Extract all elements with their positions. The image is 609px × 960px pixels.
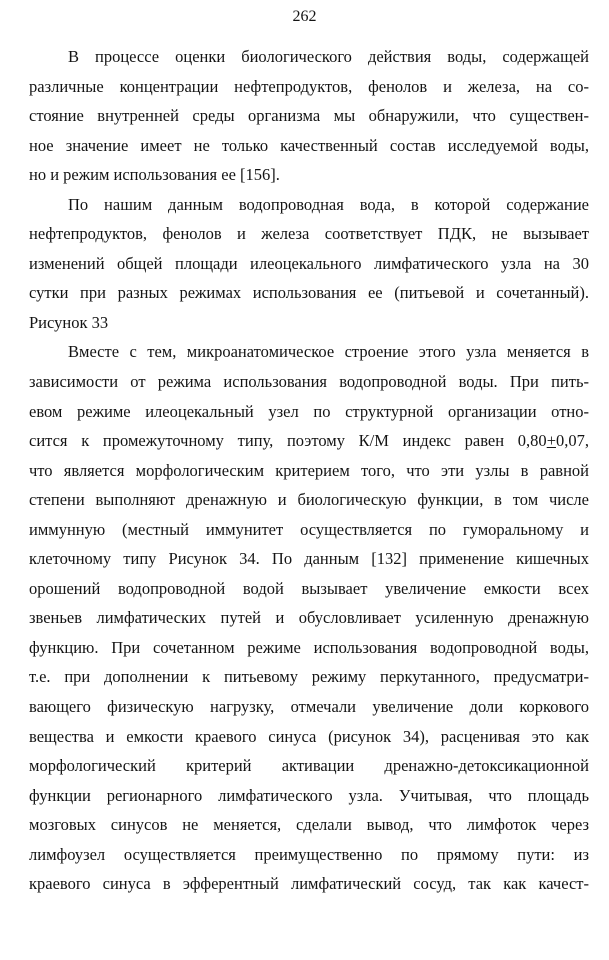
text-line: вающего физическую нагрузку, отмечали увеличение доли коркового (29, 697, 589, 717)
text-line: но и режим использования ее [156]. (29, 165, 280, 185)
text-line: иммунную (местный иммунитет осуществляется по гуморальному и (29, 519, 589, 539)
text-line: Рисунок 33 (29, 312, 109, 332)
text-line: краевого синуса в эфферентный лимфатический сосуд, так как качест- (29, 874, 589, 894)
text-line: стояние внутренней среды организма мы обнаружили, что существен- (29, 106, 589, 126)
text-line: различные концентрации нефтепродуктов, фенолов и железа, на со- (29, 76, 589, 96)
text-line: функцию. При сочетанном режиме использования водопроводной воды, (29, 637, 589, 657)
plus-minus-sign: + (546, 431, 556, 451)
text-line: клеточному типу Рисунок 34. По данным [132] применение кишечных (29, 549, 589, 569)
text-segment: 0,07, (556, 431, 589, 451)
text-line: изменений общей площади илеоцекального лимфатического узла на 30 (29, 253, 589, 273)
text-line: евом режиме илеоцекальный узел по структурной организации отно- (29, 401, 589, 421)
text-line: зависимости от режима использования водопроводной воды. При пить- (29, 372, 589, 392)
text-line (29, 426, 589, 456)
text-line: нефтепродуктов, фенолов и железа соответствует ПДК, не вызывает (29, 224, 589, 244)
text-line: вещества и емкости краевого синуса (рисунок 34), расценивая это как (29, 726, 589, 746)
text-line: сутки при разных режимах использования ее (питьевой и сочетанный). (29, 283, 589, 303)
text-line: т.е. при дополнении к питьевому режиму перкутанного, предусматри- (29, 667, 589, 687)
text-line: По нашим данным водопроводная вода, в которой содержание (68, 194, 589, 214)
text-line: орошений водопроводной водой вызывает увеличение емкости всех (29, 578, 589, 598)
text-segment: сится к промежуточному типу, поэтому К/М индекс равен 0,80 (29, 431, 547, 451)
text-line: мозговых синусов не меняется, сделали вывод, что лимфоток через (29, 815, 589, 835)
page-number: 262 (292, 8, 317, 25)
text-line: степени выполняют дренажную и биологическую функции, в том числе (29, 490, 589, 510)
text-line: морфологический критерий активации дренажно-детоксикационной (29, 756, 589, 776)
text-line: В процессе оценки биологического действия воды, содержащей (68, 47, 589, 66)
text-line: что является морфологическим критерием того, что эти узлы в равной (29, 460, 589, 480)
text-line: звеньев лимфатических путей и обусловливает усиленную дренажную (29, 608, 589, 628)
text-line: лимфоузел осуществляется преимущественно по прямому пути: из (29, 844, 589, 864)
text-line: ное значение имеет не только качественный состав исследуемой воды, (29, 135, 589, 155)
text-line: Вместе с тем, микроанатомическое строение этого узла меняется в (68, 342, 589, 362)
text-line: функции регионарного лимфатического узла. Учитывая, что площадь (29, 785, 589, 805)
body-text (29, 42, 589, 899)
